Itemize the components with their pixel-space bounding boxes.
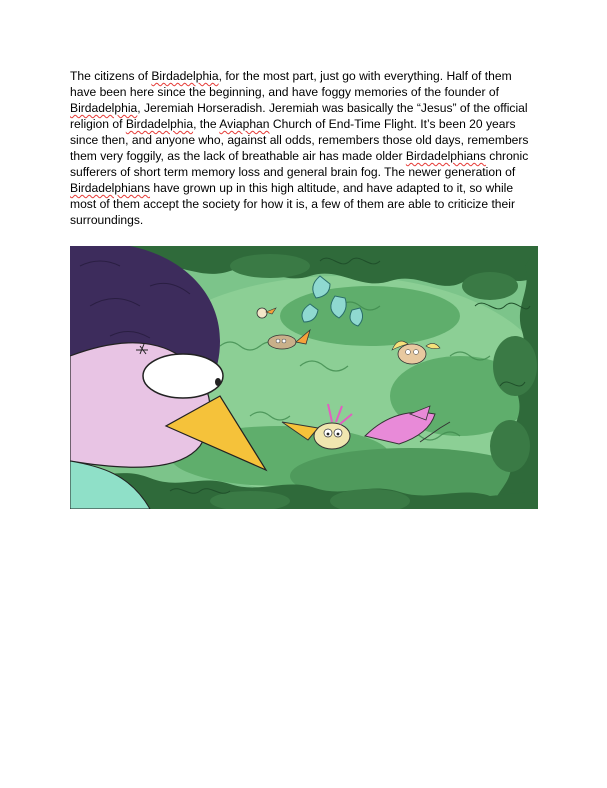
spellcheck-flagged-word[interactable]: Birdadelphians bbox=[405, 149, 486, 163]
spellcheck-flagged-word[interactable]: Birdadelphians bbox=[70, 181, 151, 195]
text-run: , the bbox=[193, 117, 220, 131]
text-run: The citizens of bbox=[70, 69, 152, 83]
spellcheck-flagged-word[interactable]: Birdadelphia bbox=[70, 101, 138, 115]
text-run: , Jeremiah Horseradish. Jeremiah was basically the “Jesus” of the official religion of bbox=[70, 101, 528, 131]
text-run: chronic sufferers of short term memory loss and general brain fog. The newer generation of bbox=[70, 149, 529, 179]
spellcheck-flagged-word[interactable]: Birdadelphia bbox=[151, 69, 219, 83]
spellcheck-flagged-word[interactable]: Birdadelphia bbox=[125, 117, 194, 131]
cartoon-forest-scene bbox=[70, 246, 538, 509]
text-run: Church of End-Time Flight. It’s been 20 years since then, and anyone who, against all odds, remembers those old days, remembers them very foggily, as the lack of breathable air has made older bbox=[70, 117, 529, 163]
text-run: have grown up in this high altitude, and have adapted to it, so while most of them accept the society for how it is, a few of them are able to criticize their surroundings. bbox=[70, 181, 515, 227]
cartoon-illustration bbox=[70, 246, 538, 509]
body-paragraph bbox=[70, 68, 540, 228]
text-run: , for the most part, just go with everything. Half of them have been here since the beginning, and have foggy memories of the founder of bbox=[70, 69, 512, 99]
spellcheck-flagged-word[interactable]: Aviaphan bbox=[219, 117, 270, 131]
